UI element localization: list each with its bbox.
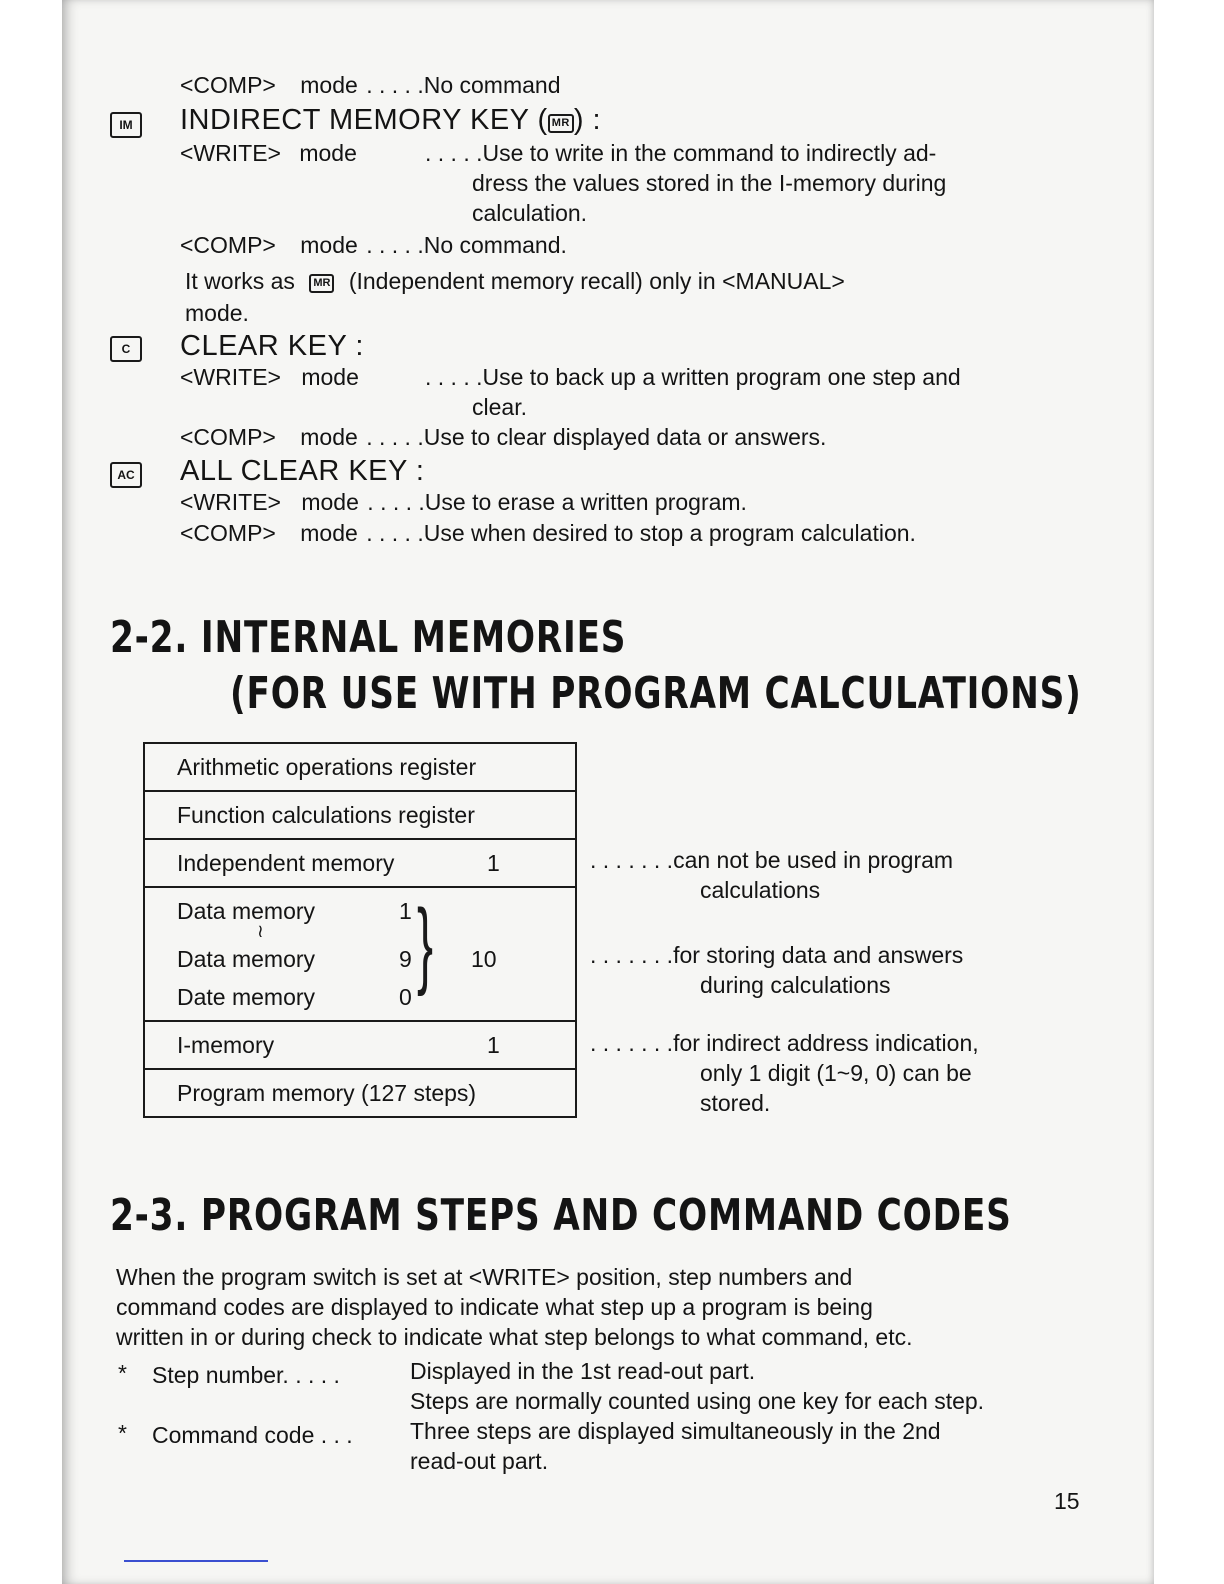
data-memory-note-1: . . . . . . .for storing data and answers — [590, 942, 964, 968]
note-text: It works as — [185, 268, 295, 294]
indirect-note-line-2: mode. — [185, 300, 249, 326]
write-desc: . . . . .Use to erase a written program. — [367, 489, 747, 515]
independent-memory-cell — [144, 839, 576, 887]
data-memory-1-line — [177, 892, 575, 930]
mode-word: mode — [299, 140, 357, 166]
data-memory-label: Data memory — [177, 898, 316, 924]
indirect-write-desc-2: dress the values stored in the I-memory during — [472, 170, 947, 196]
write-label: <WRITE> — [180, 140, 281, 166]
section-2-3-para-line-3: written in or during check to indicate what step belongs to what command, etc. — [116, 1324, 913, 1350]
mode-word: mode — [300, 424, 358, 450]
mode-word: mode — [300, 72, 358, 98]
independent-memory-label: Independent memory — [177, 849, 395, 876]
command-code-desc-2: read-out part. — [410, 1448, 549, 1474]
data-memory-note-2: during calculations — [700, 972, 891, 998]
step-number-desc-2: Steps are normally counted using one key for each step. — [410, 1388, 985, 1414]
section-2-2-title: 2-2. INTERNAL MEMORIES — [110, 612, 627, 663]
mode-word: mode — [301, 364, 359, 390]
command-code-label: Command code . . . — [152, 1422, 353, 1448]
section-2-3-para-line-1: When the program switch is set at <WRITE> position, step numbers and — [116, 1264, 853, 1290]
data-memory-index: 0 — [399, 984, 412, 1010]
section-2-3-title: 2-3. PROGRAM STEPS AND COMMAND CODES — [110, 1190, 1012, 1241]
data-memory-label: Date memory — [177, 984, 316, 1010]
independent-memory-count: 1 — [487, 849, 500, 876]
comp-desc: . . . . .No command — [366, 72, 561, 98]
mode-word: mode — [301, 489, 359, 515]
i-memory-note-2: only 1 digit (1~9, 0) can be — [700, 1060, 972, 1086]
page-number: 15 — [1054, 1488, 1080, 1514]
table-row — [144, 743, 576, 791]
command-code-desc-1: Three steps are displayed simultaneously in the 2nd — [410, 1418, 941, 1444]
note-text: (Independent memory recall) only in <MANUAL> — [348, 268, 845, 294]
all-clear-key-heading: ALL CLEAR KEY : — [180, 455, 425, 487]
table-row — [144, 1021, 576, 1069]
data-memory-total: 10 — [471, 946, 497, 972]
mode-word: mode — [300, 232, 358, 258]
indirect-note-line — [185, 266, 845, 296]
ac-key-icon: AC — [110, 462, 142, 488]
comp-label: <COMP> — [180, 424, 276, 450]
table-row — [144, 791, 576, 839]
table-row — [144, 887, 576, 1021]
mode-word: mode — [300, 520, 358, 546]
table-row — [144, 1069, 576, 1117]
right-brace: } — [417, 890, 434, 997]
clear-write-line — [180, 362, 359, 392]
comp-desc: . . . . .Use to clear displayed data or answers. — [366, 424, 827, 450]
independent-memory-note-2: calculations — [700, 877, 821, 903]
comp-label: <COMP> — [180, 232, 276, 258]
independent-memory-note-1: . . . . . . .can not be used in program — [590, 847, 954, 873]
section-2-2-subtitle: (FOR USE WITH PROGRAM CALCULATIONS) — [230, 668, 1082, 719]
i-memory-note-3: stored. — [700, 1090, 771, 1116]
comp-label: <COMP> — [180, 520, 276, 546]
mr-key-icon: MR — [548, 114, 574, 133]
clear-key-heading: CLEAR KEY : — [180, 330, 364, 362]
allclear-comp-line — [180, 518, 916, 548]
data-memory-cell — [144, 887, 576, 1021]
i-memory-cell — [144, 1021, 576, 1069]
heading-end: ) : — [573, 104, 602, 136]
clear-key-icon: C — [110, 336, 142, 362]
heading-text: INDIRECT MEMORY KEY ( — [180, 104, 548, 136]
step-number-desc-1: Displayed in the 1st read-out part. — [410, 1358, 756, 1384]
clear-comp-line — [180, 422, 826, 452]
comp-label: <COMP> — [180, 72, 276, 98]
arith-register-cell: Arithmetic operations register — [144, 743, 576, 791]
i-memory-label: I-memory — [177, 1031, 275, 1058]
im-key-icon: IM — [110, 112, 142, 138]
internal-memories-table — [143, 742, 577, 1118]
indirect-memory-key-heading — [180, 104, 601, 137]
indirect-write-desc-3: calculation. — [472, 200, 588, 226]
data-memory-0-line — [177, 978, 575, 1016]
program-memory-cell: Program memory (127 steps) — [177, 1079, 477, 1106]
comp-desc: . . . . .Use when desired to stop a program calculation. — [366, 520, 916, 546]
step-number-label: Step number. . . . . — [152, 1362, 340, 1388]
range-tilde: ≀ — [257, 921, 264, 941]
data-memory-index: 9 — [399, 946, 412, 972]
write-label: <WRITE> — [180, 489, 281, 515]
func-register-cell: Function calculations register — [144, 791, 576, 839]
scan-edge-line — [124, 1560, 268, 1562]
comp-mode-line — [180, 70, 561, 100]
section-2-3-para-line-2: command codes are displayed to indicate what step up a program is being — [116, 1294, 873, 1320]
mr-key-icon: MR — [309, 274, 334, 293]
bullet-asterisk: * — [118, 1420, 127, 1446]
indirect-comp-line — [180, 230, 567, 260]
i-memory-note-1: . . . . . . .for indirect address indication, — [590, 1030, 979, 1056]
data-memory-label: Data memory — [177, 946, 316, 972]
bullet-asterisk: * — [118, 1360, 127, 1386]
indirect-write-line — [180, 138, 357, 168]
allclear-write-line — [180, 487, 747, 517]
table-row — [144, 839, 576, 887]
clear-write-desc-2: clear. — [472, 394, 527, 420]
clear-write-desc-1: . . . . .Use to back up a written program one step and — [425, 364, 961, 390]
data-memory-9-line — [177, 940, 575, 978]
write-label: <WRITE> — [180, 364, 281, 390]
data-memory-index: 1 — [399, 898, 412, 924]
i-memory-count: 1 — [487, 1031, 500, 1058]
comp-desc: . . . . .No command. — [366, 232, 567, 258]
indirect-write-desc-1: . . . . .Use to write in the command to indirectly ad- — [425, 140, 937, 166]
